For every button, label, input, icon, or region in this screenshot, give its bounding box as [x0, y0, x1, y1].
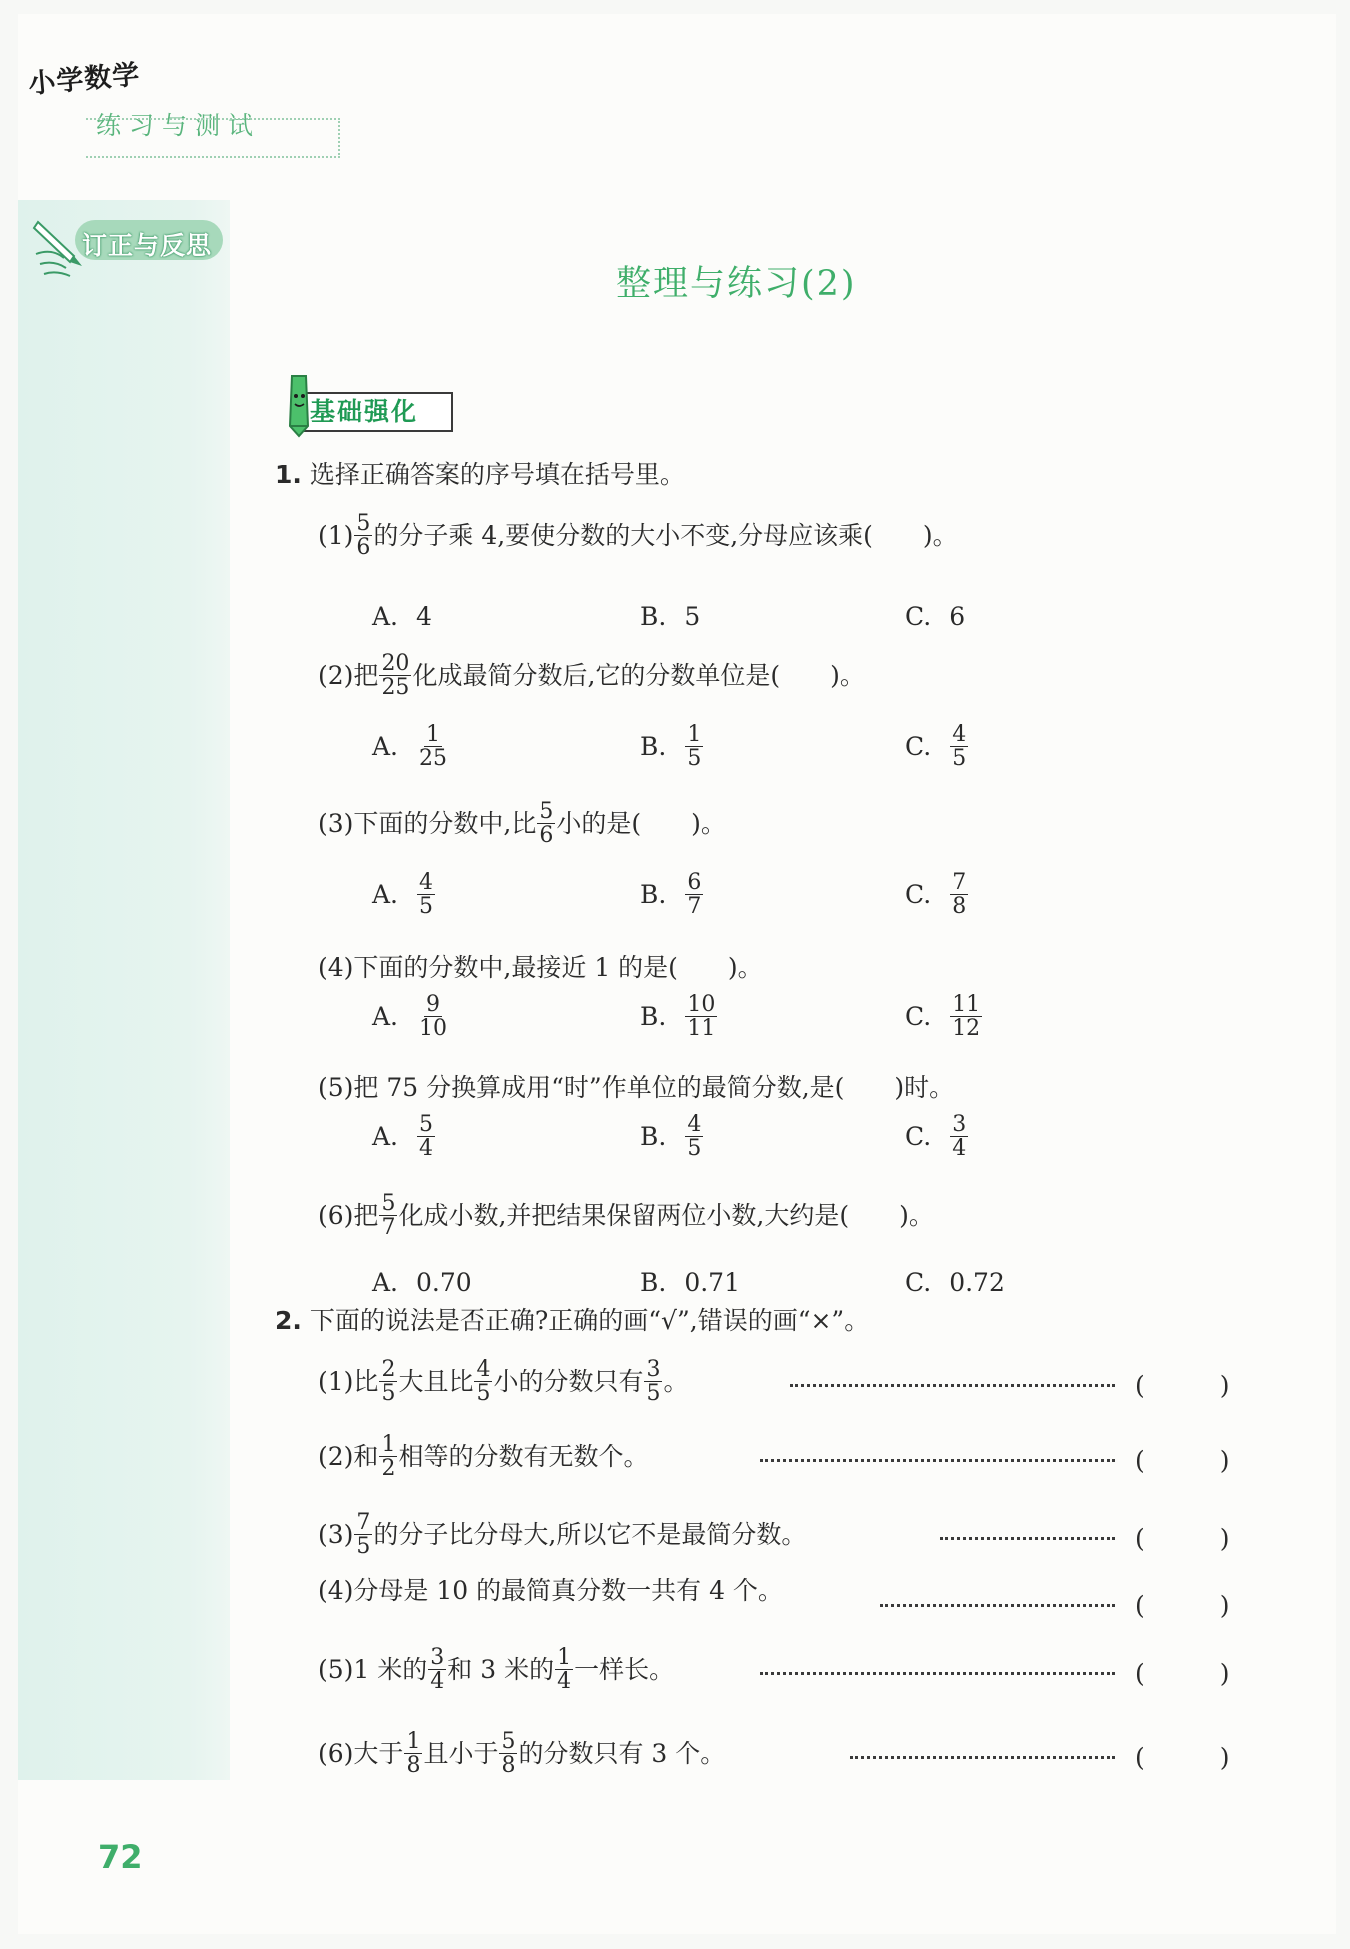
option-fraction	[685, 723, 703, 770]
numerator: 3	[952, 1112, 967, 1137]
question-text: 选择正确答案的序号填在括号里。	[301, 460, 685, 489]
numerator: 3	[646, 1357, 661, 1382]
numerator: 5	[501, 1729, 516, 1754]
answer-option	[640, 723, 704, 770]
numerator: 4	[476, 1357, 491, 1382]
denominator: 4	[419, 1136, 434, 1162]
section-tag	[278, 372, 453, 430]
denominator: 8	[406, 1753, 421, 1779]
item-number: (3)	[318, 1520, 354, 1550]
section-label: 基础强化	[310, 397, 419, 426]
stem-text: 的分子乘 4,要使分数的大小不变,分母应该乘( )。	[373, 521, 958, 551]
numerator: 2	[381, 1357, 396, 1382]
option-fraction	[685, 993, 717, 1040]
statement-text: 。	[663, 1367, 689, 1397]
option-letter: C.	[905, 732, 932, 762]
option-letter: B.	[640, 732, 667, 762]
answer-option	[640, 1268, 740, 1297]
numerator: 9	[426, 992, 441, 1017]
statement-text: 的分子比分母大,所以它不是最简分数。	[373, 1520, 807, 1550]
leader-dots	[880, 1602, 1115, 1607]
stem-fraction	[379, 652, 411, 699]
stem-text: 下面的分数中,最接近 1 的是( )。	[353, 953, 763, 982]
option-fraction	[417, 723, 449, 770]
stem-text: 把	[353, 661, 379, 691]
numerator: 5	[419, 1112, 434, 1137]
stem-fraction	[379, 1192, 397, 1239]
option-fraction	[685, 1113, 703, 1160]
true-false-statement	[318, 1578, 783, 1603]
denominator: 4	[557, 1669, 572, 1695]
statement-text: 分母是 10 的最简真分数一共有 4 个。	[353, 1576, 783, 1605]
statement-fraction	[644, 1358, 662, 1405]
true-false-statement	[318, 1358, 688, 1405]
denominator: 7	[687, 894, 702, 920]
numerator: 4	[687, 1112, 702, 1137]
numerator: 1	[687, 722, 702, 747]
answer-option	[640, 1113, 704, 1160]
numerator: 7	[356, 1510, 371, 1535]
denominator: 8	[501, 1753, 516, 1779]
question-text: 下面的说法是否正确?正确的画“√”,错误的画“×”。	[301, 1306, 870, 1335]
answer-option	[372, 993, 450, 1040]
option-fraction	[685, 871, 703, 918]
correction-header	[30, 214, 235, 276]
stem-fraction	[537, 800, 555, 847]
answer-option	[372, 1268, 472, 1297]
numerator: 5	[539, 799, 554, 824]
denominator: 5	[952, 746, 967, 772]
denominator: 25	[381, 675, 410, 701]
option-fraction	[417, 993, 449, 1040]
answer-option	[640, 602, 700, 631]
correction-sidebar	[18, 200, 230, 1780]
answer-parentheses: ( )	[1135, 1524, 1230, 1553]
question-1-prompt	[275, 462, 685, 487]
option-letter: C.	[905, 1002, 932, 1032]
item-number: (6)	[318, 1201, 354, 1231]
statement-text: 的分数只有 3 个。	[518, 1739, 726, 1769]
denominator: 5	[646, 1381, 661, 1407]
numerator: 1	[381, 1432, 396, 1457]
answer-option	[372, 723, 450, 770]
answer-option	[372, 1113, 436, 1160]
statement-fraction	[379, 1358, 397, 1405]
numerator: 7	[952, 870, 967, 895]
leader-dots	[850, 1754, 1115, 1759]
denominator: 10	[419, 1016, 448, 1042]
answer-option	[905, 1268, 1005, 1297]
page-number: 72	[98, 1838, 143, 1876]
item-number: (2)	[318, 1442, 354, 1472]
option-letter: C.	[905, 602, 932, 631]
item-number: (4)	[318, 953, 354, 982]
option-letter: A.	[372, 732, 399, 762]
statement-text: 和	[353, 1442, 379, 1472]
answer-parentheses: ( )	[1135, 1659, 1230, 1688]
statement-fraction	[555, 1646, 573, 1693]
statement-fraction	[499, 1730, 517, 1777]
option-value: 6	[949, 602, 966, 631]
statement-text: 一样长。	[574, 1655, 675, 1685]
stem-text: 化成最简分数后,它的分数单位是( )。	[412, 661, 865, 691]
option-letter: C.	[905, 1122, 932, 1152]
item-number: (1)	[318, 1367, 354, 1397]
choice-question-stem	[318, 652, 865, 699]
denominator: 5	[419, 894, 434, 920]
option-letter: B.	[640, 1268, 667, 1297]
option-letter: B.	[640, 1122, 667, 1152]
option-letter: A.	[372, 1122, 399, 1152]
option-letter: B.	[640, 602, 667, 631]
stem-text: 把	[353, 1201, 379, 1231]
option-fraction	[950, 871, 968, 918]
answer-option	[905, 723, 969, 770]
option-letter: C.	[905, 880, 932, 910]
option-letter: B.	[640, 1002, 667, 1032]
option-fraction	[417, 1113, 435, 1160]
question-2-prompt	[275, 1308, 869, 1333]
denominator: 5	[381, 1381, 396, 1407]
numerator: 20	[381, 651, 410, 676]
option-value: 0.71	[684, 1268, 740, 1297]
choice-question-stem	[318, 512, 958, 559]
answer-option	[372, 871, 436, 918]
option-fraction	[950, 723, 968, 770]
stem-text: 小的是( )。	[556, 809, 726, 839]
statement-fraction	[379, 1433, 397, 1480]
subtitle-dotted-frame	[86, 118, 340, 158]
option-value: 0.72	[949, 1268, 1005, 1297]
denominator: 5	[356, 1534, 371, 1560]
stem-fraction	[354, 512, 372, 559]
choice-question-stem	[318, 1075, 954, 1100]
stem-text: 下面的分数中,比	[353, 809, 537, 839]
true-false-statement	[318, 1730, 725, 1777]
choice-question-stem	[318, 1192, 934, 1239]
answer-parentheses: ( )	[1135, 1743, 1230, 1772]
answer-option	[640, 871, 704, 918]
option-value: 0.70	[416, 1268, 472, 1297]
answer-parentheses: ( )	[1135, 1591, 1230, 1620]
numerator: 5	[356, 511, 371, 536]
denominator: 6	[539, 823, 554, 849]
item-number: (5)	[318, 1073, 354, 1102]
series-subtitle: 练习与测试	[96, 111, 262, 140]
answer-option	[640, 993, 718, 1040]
denominator: 7	[381, 1215, 396, 1241]
page-title: 整理与练习(2)	[616, 264, 857, 304]
denominator: 8	[952, 894, 967, 920]
question-number: 1.	[275, 460, 302, 489]
numerator: 4	[952, 722, 967, 747]
option-letter: C.	[905, 1268, 932, 1297]
leader-dots	[760, 1670, 1115, 1675]
denominator: 5	[687, 1136, 702, 1162]
statement-text: 且小于	[423, 1739, 499, 1769]
answer-parentheses: ( )	[1135, 1371, 1230, 1400]
numerator: 4	[419, 870, 434, 895]
statement-text: 大且比	[398, 1367, 474, 1397]
series-title: 小学数学	[27, 59, 142, 101]
numerator: 1	[426, 722, 441, 747]
numerator: 6	[687, 870, 702, 895]
statement-text: 小的分数只有	[493, 1367, 644, 1397]
choice-question-stem	[318, 955, 763, 980]
correction-label: 订正与反思	[82, 231, 213, 260]
leader-dots	[940, 1535, 1115, 1540]
denominator: 4	[952, 1136, 967, 1162]
denominator: 5	[687, 746, 702, 772]
answer-option	[905, 871, 969, 918]
numerator: 1	[557, 1645, 572, 1670]
denominator: 25	[419, 746, 448, 772]
option-letter: A.	[372, 1268, 399, 1297]
answer-option	[905, 602, 965, 631]
answer-option	[372, 602, 432, 631]
item-number: (4)	[318, 1576, 354, 1605]
numerator: 5	[381, 1191, 396, 1216]
statement-text: 相等的分数有无数个。	[398, 1442, 649, 1472]
leader-dots	[790, 1382, 1115, 1387]
option-value: 4	[416, 602, 432, 631]
statement-fraction	[474, 1358, 492, 1405]
denominator: 2	[381, 1456, 396, 1482]
item-number: (3)	[318, 809, 354, 839]
numerator: 11	[952, 992, 981, 1017]
series-brand	[27, 59, 262, 140]
statement-fraction	[404, 1730, 422, 1777]
denominator: 4	[430, 1669, 445, 1695]
statement-text: 比	[353, 1367, 379, 1397]
denominator: 6	[356, 535, 371, 561]
option-letter: A.	[372, 602, 399, 631]
option-fraction	[950, 993, 982, 1040]
stem-text: 化成小数,并把结果保留两位小数,大约是( )。	[398, 1201, 934, 1231]
item-number: (5)	[318, 1655, 354, 1685]
option-fraction	[417, 871, 435, 918]
numerator: 10	[687, 992, 716, 1017]
numerator: 1	[406, 1729, 421, 1754]
answer-parentheses: ( )	[1135, 1446, 1230, 1475]
denominator: 5	[476, 1381, 491, 1407]
option-letter: A.	[372, 880, 399, 910]
true-false-statement	[318, 1646, 674, 1693]
statement-text: 大于	[353, 1739, 404, 1769]
option-letter: B.	[640, 880, 667, 910]
denominator: 12	[952, 1016, 981, 1042]
choice-question-stem	[318, 800, 726, 847]
option-value: 5	[684, 602, 701, 631]
denominator: 11	[687, 1016, 716, 1042]
answer-option	[905, 1113, 969, 1160]
true-false-statement	[318, 1511, 806, 1558]
item-number: (2)	[318, 661, 354, 691]
statement-fraction	[354, 1511, 372, 1558]
statement-text: 和 3 米的	[447, 1655, 555, 1685]
true-false-statement	[318, 1433, 648, 1480]
item-number: (6)	[318, 1739, 354, 1769]
item-number: (1)	[318, 521, 354, 551]
question-number: 2.	[275, 1306, 302, 1335]
statement-fraction	[428, 1646, 446, 1693]
option-fraction	[950, 1113, 968, 1160]
answer-option	[905, 993, 983, 1040]
option-letter: A.	[372, 1002, 399, 1032]
leader-dots	[760, 1457, 1115, 1462]
stem-text: 把 75 分换算成用“时”作单位的最简分数,是( )时。	[353, 1073, 955, 1102]
statement-text: 1 米的	[353, 1655, 428, 1685]
numerator: 3	[430, 1645, 445, 1670]
